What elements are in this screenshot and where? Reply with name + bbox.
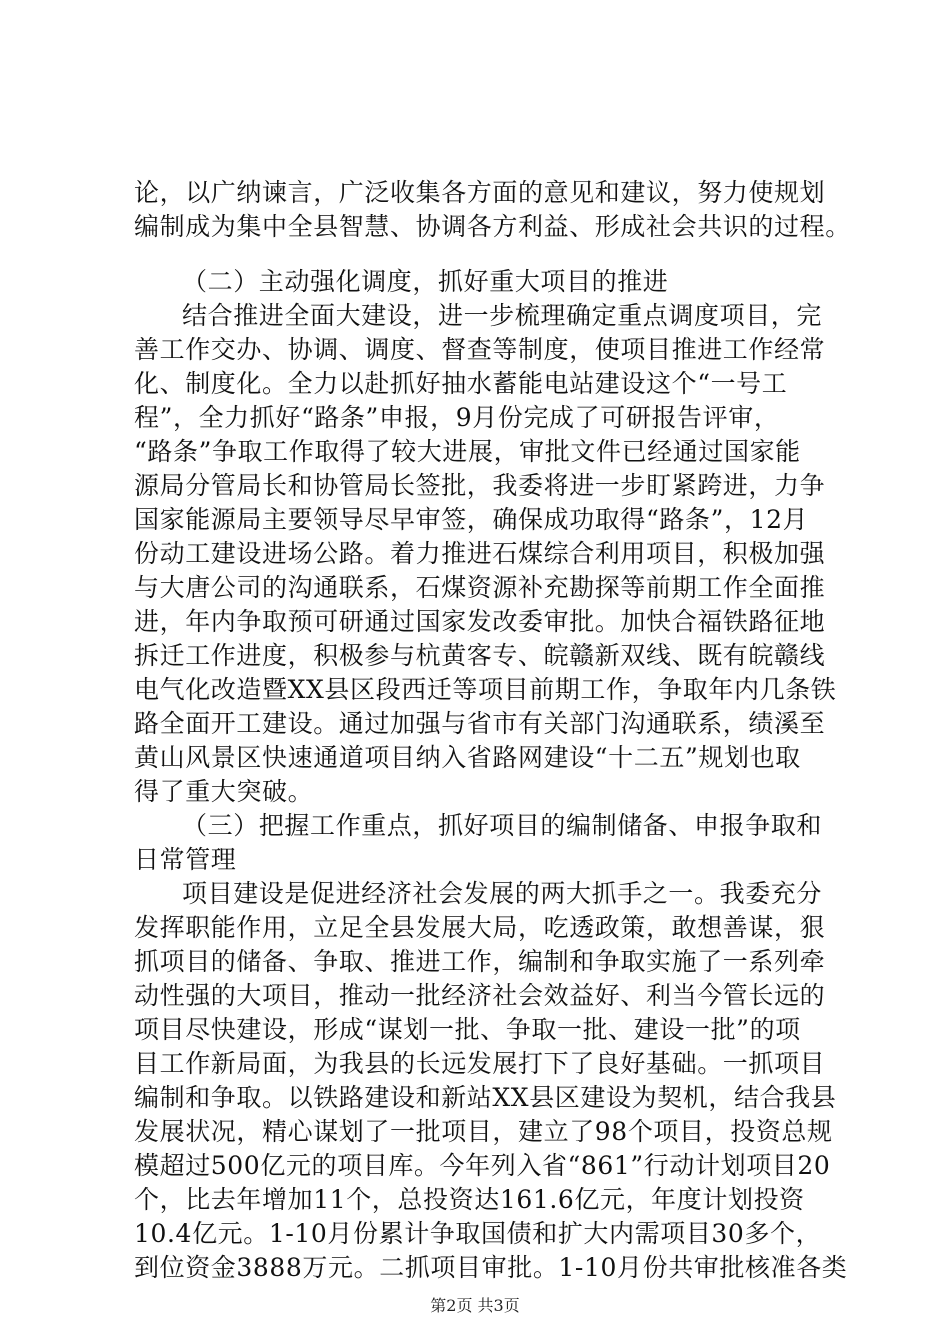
paragraph-line: 到位资金3888万元。二抓项目审批。1-10月份共审批核准各类 — [134, 1253, 848, 1282]
paragraph-line: “路条”争取工作取得了较大进展，审批文件已经通过国家能 — [134, 437, 801, 466]
paragraph-line: 电气化改造暨XX县区段西迁等项目前期工作，争取年内几条铁 — [134, 675, 837, 704]
paragraph-line: 项目尽快建设，形成“谋划一批、争取一批、建设一批”的项 — [134, 1015, 801, 1044]
paragraph-line: 发挥职能作用，立足全县发展大局，吃透政策，敢想善谋，狠 — [134, 913, 826, 942]
paragraph-line: 编制成为集中全县智慧、协调各方利益、形成社会共识的过程。 — [134, 212, 851, 241]
section-heading: （三）把握工作重点，抓好项目的编制储备、申报争取和 — [182, 811, 823, 840]
paragraph-line: 与大唐公司的沟通联系，石煤资源补充勘探等前期工作全面推 — [134, 573, 826, 602]
paragraph-line: 抓项目的储备、争取、推进工作，编制和争取实施了一系列牵 — [134, 947, 826, 976]
paragraph-line: 得了重大突破。 — [134, 777, 314, 806]
section-heading-continued: 日常管理 — [134, 845, 237, 874]
paragraph-line: 个，比去年增加11个，总投资达161.6亿元，年度计划投资 — [134, 1185, 805, 1214]
paragraph-line: 目工作新局面，为我县的长远发展打下了良好基础。一抓项目 — [134, 1049, 826, 1078]
paragraph-line: 化、制度化。全力以赴抓好抽水蓄能电站建设这个“一号工 — [134, 369, 788, 398]
paragraph-line: 结合推进全面大建设，进一步梳理确定重点调度项目，完 — [182, 301, 823, 330]
paragraph-line: 善工作交办、协调、调度、督查等制度，使项目推进工作经常 — [134, 335, 826, 364]
paragraph-line: 路全面开工建设。通过加强与省市有关部门沟通联系，绩溪至 — [134, 709, 826, 738]
paragraph-line: 进，年内争取预可研通过国家发改委审批。加快合福铁路征地 — [134, 607, 826, 636]
paragraph-line: 源局分管局长和协管局长签批，我委将进一步盯紧跨进，力争 — [134, 471, 826, 500]
page-number-footer: 第2页 共3页 — [430, 1296, 520, 1315]
paragraph-line: 程”，全力抓好“路条”申报，9月份完成了可研报告评审， — [134, 403, 780, 432]
paragraph-line: 项目建设是促进经济社会发展的两大抓手之一。我委充分 — [182, 879, 823, 908]
paragraph-line: 发展状况，精心谋划了一批项目，建立了98个项目，投资总规 — [134, 1117, 833, 1146]
paragraph-line: 国家能源局主要领导尽早审签，确保成功取得“路条”，12月 — [134, 505, 809, 534]
paragraph-line: 动性强的大项目，推动一批经济社会效益好、利当今管长远的 — [134, 981, 826, 1010]
paragraph-line: 黄山风景区快速通道项目纳入省路网建设“十二五”规划也取 — [134, 743, 801, 772]
section-heading: （二）主动强化调度，抓好重大项目的推进 — [182, 267, 669, 296]
paragraph-line: 论，以广纳谏言，广泛收集各方面的意见和建议，努力使规划 — [134, 178, 826, 207]
paragraph-line: 份动工建设进场公路。着力推进石煤综合利用项目，积极加强 — [134, 539, 826, 568]
paragraph-line: 编制和争取。以铁路建设和新站XX县区建设为契机，结合我县 — [134, 1083, 837, 1112]
paragraph-line: 10.4亿元。1-10月份累计争取国债和扩大内需项目30多个， — [134, 1219, 822, 1248]
paragraph-line: 拆迁工作进度，积极参与杭黄客专、皖赣新双线、既有皖赣线 — [134, 641, 826, 670]
paragraph-line: 模超过500亿元的项目库。今年列入省“861”行动计划项目20 — [134, 1151, 831, 1180]
